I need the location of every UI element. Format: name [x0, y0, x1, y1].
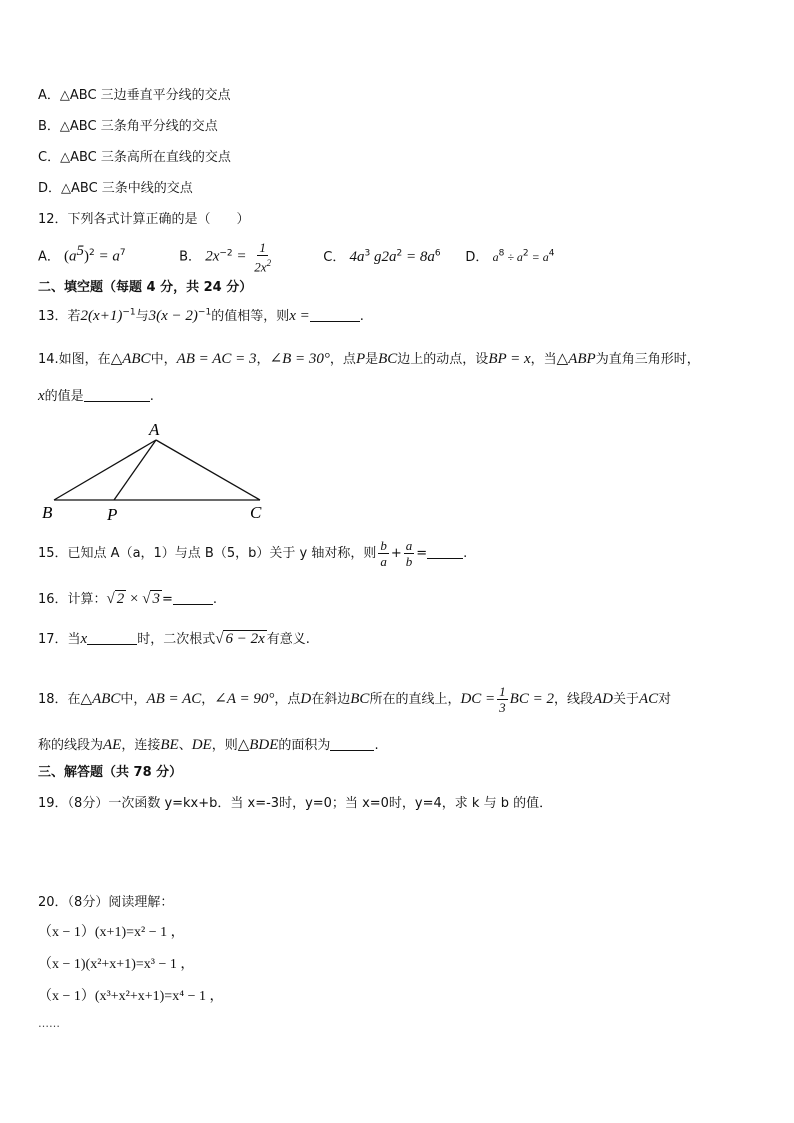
- q16-end: .: [212, 592, 218, 607]
- q16-radical1: √: [106, 591, 115, 607]
- q18-l2-b: ，连接: [121, 738, 161, 753]
- q16-sqrt2: [142, 591, 162, 608]
- q13-exp2: −1: [197, 307, 212, 318]
- section-solve-title: 三、解答题（共 78 分）: [38, 765, 183, 780]
- q18-bc: BC: [350, 691, 370, 707]
- q13-expr1: 2(x+1): [80, 308, 123, 324]
- q11-option-d: D．△ABC 三条中线的交点: [38, 181, 193, 196]
- q12-stem: 12．下列各式计算正确的是（ ）: [38, 212, 250, 227]
- q12-d-exp2: 2: [522, 248, 529, 259]
- q12-c-exp1: 3: [364, 248, 371, 259]
- q12-a-paren: (: [64, 248, 70, 265]
- q12-b-eq: =: [232, 248, 251, 265]
- q17-var: x: [80, 631, 88, 647]
- q14-answer-blank: [84, 388, 150, 402]
- q18-l2-c: 、: [178, 738, 192, 753]
- q14-bp: BP = x: [488, 351, 531, 367]
- q14-line2-var: x: [38, 388, 45, 404]
- q12-d-label: D．: [465, 249, 489, 265]
- label-a: A: [149, 420, 160, 439]
- q12-a-inner-exp: 5: [76, 243, 85, 260]
- q12-c-exp3: 6: [434, 248, 441, 259]
- q15-answer-blank: [427, 545, 463, 559]
- q12-b-num: 1: [259, 240, 266, 255]
- q15-frac1: [378, 538, 389, 569]
- q17: [38, 628, 310, 648]
- segment-ac: [156, 440, 260, 500]
- q18-l2-e: 的面积为: [278, 738, 331, 753]
- q18-answer-blank: [330, 737, 374, 751]
- segment-ab: [54, 440, 156, 500]
- q18-t7: 关于: [612, 692, 639, 707]
- q13-end: .: [359, 309, 364, 324]
- q18-end: .: [374, 738, 379, 753]
- q17-sqrt: [215, 631, 267, 648]
- q18-d: D: [300, 691, 312, 707]
- q18-t1: 中，: [120, 692, 147, 707]
- q13-pre: 13．若: [38, 309, 81, 324]
- q18-bc2: BC = 2: [509, 691, 554, 707]
- q12-c-dot: g2a: [370, 248, 397, 265]
- q12-c-exp2: 2: [396, 248, 403, 259]
- q18-t8: 对: [658, 692, 672, 707]
- q16-answer-blank: [173, 591, 213, 605]
- q20-line3: （x − 1）(x³+x²+x+1)=x⁴ − 1 ，: [38, 989, 224, 1004]
- q16: [38, 588, 217, 608]
- q14-bc: BC: [378, 351, 398, 367]
- q13-post: 的值相等，则: [211, 309, 290, 324]
- q16-times: ×: [126, 591, 143, 607]
- q12-b-fraction: [252, 240, 273, 274]
- q13-expr2: 3(x − 2): [148, 308, 198, 324]
- q14-p: P: [355, 351, 366, 367]
- q20-line2: （x − 1)(x²+x+1)=x³ − 1 ，: [38, 957, 195, 972]
- label-c: C: [250, 503, 262, 522]
- segment-ap: [114, 440, 156, 500]
- q18-fraction: [497, 684, 508, 715]
- q14-t2: ，: [256, 352, 270, 367]
- q18-l2-a: 称的线段为: [38, 738, 104, 753]
- q18-tri: △ABC: [80, 691, 121, 707]
- q16-r1: 2: [116, 591, 125, 607]
- q16-radical2: √: [142, 591, 151, 607]
- q11-option-c: C．△ABC 三条高所在直线的交点: [38, 150, 231, 165]
- q18-pre: 18．在: [38, 692, 81, 707]
- q14-line2-end: .: [149, 389, 154, 404]
- q18-bde: △BDE: [237, 737, 279, 753]
- q12-d-eq: = a: [528, 249, 549, 264]
- q18-eq1: AB = AC: [146, 691, 202, 707]
- q16-r2: 3: [152, 591, 160, 607]
- q18-be: BE: [160, 737, 179, 753]
- q17-mid: 时，二次根式: [137, 632, 216, 647]
- q12-a-outer-exp: 2: [89, 248, 95, 259]
- q15: [38, 538, 467, 569]
- q18-ae: AE: [103, 737, 122, 753]
- q19: 19．（8分）一次函数 y=kx+b．当 x=-3时，y=0；当 x=0时，y=4，求 k 与 b 的值．: [38, 796, 553, 811]
- q12-b-lhs: 2x: [205, 248, 220, 265]
- q15-f1-num: b: [380, 538, 387, 553]
- q17-pre: 17．当: [38, 632, 81, 647]
- q20-stem: 20．（8分）阅读理解：: [38, 895, 174, 910]
- q12-b-label: B．: [179, 249, 202, 265]
- q12-option-d: [465, 246, 554, 265]
- label-b: B: [42, 503, 53, 522]
- q14-line2-text: 的值是: [44, 389, 84, 404]
- q12-a-paren-close: ): [84, 248, 90, 265]
- q14-line2: [38, 385, 154, 405]
- q17-radicand: 6 − 2x: [225, 631, 265, 647]
- q12-a-base: a: [69, 248, 77, 265]
- q12-d-lhs: a: [492, 249, 499, 264]
- q20-ellipsis: ……: [38, 1017, 60, 1030]
- q16-sqrt1: [107, 591, 127, 608]
- q18-ad: AD: [592, 691, 613, 707]
- q12-b-exp: −2: [219, 248, 233, 259]
- q12-option-a: [38, 243, 175, 265]
- q20-line1: （x − 1）(x+1)=x² − 1 ，: [38, 925, 185, 940]
- q12-a-eq: = a: [94, 248, 120, 265]
- q18-angle: ∠A = 90°: [214, 691, 275, 707]
- q15-f1-den: a: [380, 554, 387, 569]
- q13-var: x =: [289, 308, 310, 324]
- q18-t6: ，线段: [553, 692, 593, 707]
- q12-a-res-exp: 7: [119, 248, 126, 259]
- q18-t3: ，点: [274, 692, 301, 707]
- q13-answer-blank: [310, 308, 360, 322]
- q11-option-b: B．△ABC 三条角平分线的交点: [38, 119, 218, 134]
- q14-eq1: AB = AC = 3: [176, 351, 257, 367]
- q12-option-c: [323, 246, 461, 266]
- q14-angle: ∠B = 30°: [269, 351, 330, 367]
- q14-pre: 14.如图，在: [38, 352, 111, 367]
- q15-eq: =: [416, 546, 428, 561]
- q12-c-eq: = 8a: [402, 248, 435, 265]
- q14-abp: △ABP: [556, 351, 596, 367]
- q14-t7: 为直角三角形时，: [595, 352, 700, 367]
- q18-ac: AC: [639, 691, 659, 707]
- q12-b-den: [252, 256, 273, 274]
- q18-l2-d: ，则: [211, 738, 238, 753]
- q12-option-b: [179, 240, 319, 274]
- q15-plus: +: [390, 546, 402, 561]
- q15-f2-den: b: [405, 554, 413, 569]
- q15-f2-num: a: [405, 538, 413, 553]
- q18-t5: 所在的直线上，: [369, 692, 461, 707]
- q18-line1: [38, 684, 671, 715]
- q18-t2: ，: [201, 692, 215, 707]
- q11-option-a: A．△ABC 三边垂直平分线的交点: [38, 88, 231, 103]
- q12-options: [38, 240, 554, 274]
- q18-t4: 在斜边: [311, 692, 351, 707]
- q17-answer-blank: [87, 631, 137, 645]
- q14-t4: 是: [365, 352, 379, 367]
- q16-pre: 16．计算：: [38, 592, 107, 607]
- q14-line1: [38, 348, 700, 368]
- q18-f-den: 3: [499, 700, 506, 715]
- q18-f-num: 1: [499, 684, 506, 699]
- q12-c-label: C．: [323, 249, 346, 265]
- label-p: P: [107, 505, 118, 524]
- q13: [38, 305, 364, 325]
- q14-tri: △ABC: [110, 351, 151, 367]
- q18-dc: DC =: [460, 691, 496, 707]
- q17-radical: √: [215, 631, 224, 647]
- q12-d-div: ÷ a: [504, 249, 523, 264]
- section-fill-in-title: 二、填空题（每题 4 分，共 24 分）: [38, 280, 253, 295]
- q15-frac2: [404, 538, 415, 569]
- q12-c-lhs: 4a: [349, 248, 365, 265]
- q14-triangle-figure: [38, 420, 278, 525]
- q14-t3: ，点: [329, 352, 356, 367]
- q12-d-exp3: 4: [548, 248, 555, 259]
- q17-post: 有意义.: [266, 632, 310, 647]
- q12-d-exp1: 8: [498, 248, 505, 259]
- q14-t1: 中，: [150, 352, 177, 367]
- q15-pre: 15．已知点 A（a，1）与点 B（5，b）关于 y 轴对称，则: [38, 546, 377, 561]
- q18-de: DE: [191, 737, 212, 753]
- q13-exp1: −1: [122, 307, 136, 318]
- q12-a-label: A．: [38, 249, 60, 265]
- q18-line2: [38, 734, 379, 754]
- q15-end: .: [463, 546, 468, 561]
- q14-t6: ，当: [530, 352, 557, 367]
- q13-mid: 与: [135, 309, 149, 324]
- q16-eq: =: [161, 592, 173, 607]
- q12-b-den-exp: 2: [266, 258, 272, 268]
- q12-b-den-base: 2x: [254, 259, 267, 275]
- q14-t5: 边上的动点，设: [397, 352, 489, 367]
